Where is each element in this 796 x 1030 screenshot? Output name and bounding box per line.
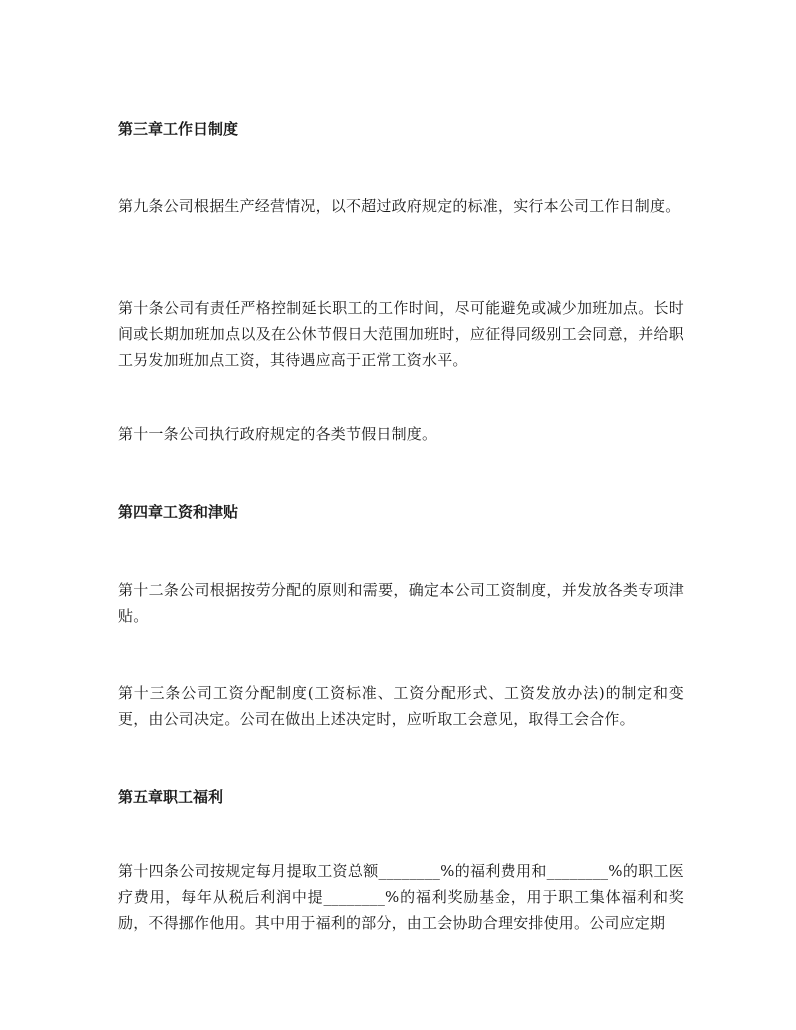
chapter-4-heading: 第四章工资和津贴 <box>118 503 239 521</box>
article-11-paragraph: 第十一条公司执行政府规定的各类节假日制度。 <box>118 425 438 443</box>
chapter-3-heading: 第三章工作日制度 <box>118 120 239 138</box>
article-10-paragraph: 第十条公司有责任严格控制延长职工的工作时间，尽可能避免或减少加班加点。长时间或长期加班加点以及在公休节假日大范围加班时，应征得同级别工会同意，并给职工另发加班加点工资，其待遇应高于正常工资水平。 <box>118 299 684 369</box>
chapter-5-heading: 第五章职工福利 <box>118 788 224 806</box>
article-14-paragraph: 第十四条公司按规定每月提取工资总额________%的福利费用和________%的职工医疗费用，每年从税后利润中提________%的福利奖励基金，用于职工集体福利和奖励，不得挪作他用。其中用于福利的部分，由工会协助合理安排使用。公司应定期 <box>118 862 684 932</box>
article-13-paragraph: 第十三条公司工资分配制度(工资标准、工资分配形式、工资发放办法)的制定和变更，由公司决定。公司在做出上述决定时，应听取工会意见，取得工会合作。 <box>118 684 684 728</box>
article-9-paragraph: 第九条公司根据生产经营情况，以不超过政府规定的标准，实行本公司工作日制度。 <box>118 197 681 215</box>
article-12-paragraph: 第十二条公司根据按劳分配的原则和需要，确定本公司工资制度，并发放各类专项津贴。 <box>118 581 684 625</box>
